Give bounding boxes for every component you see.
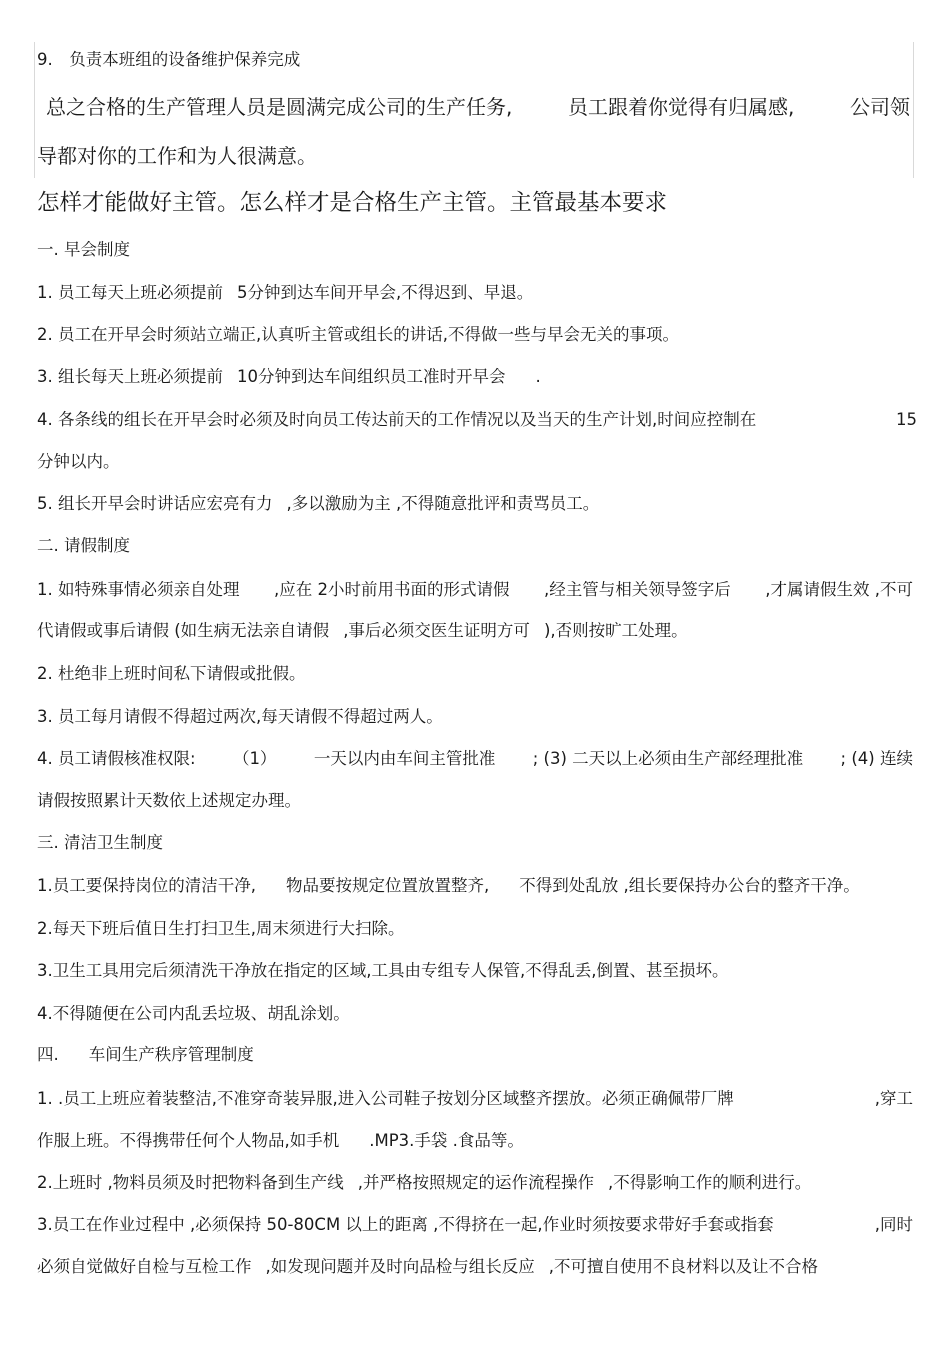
rule-4-1-cont-b: .MP3.手袋 .食品等。	[369, 1131, 524, 1150]
rule-1-4-a: 4. 各条线的组长在开早会时必须及时向员工传达前天的工作情况以及当天的生产计划,时间应控制在	[37, 410, 757, 429]
rule-2-3: 3. 员工每月请假不得超过两次,每天请假不得超过两人。	[37, 707, 443, 726]
rule-2-1-cont-a: 代请假或事后请假 (如生病无法亲自请假	[37, 621, 330, 640]
section-4-number: 四.	[37, 1045, 59, 1064]
rule-3-2: 2.每天下班后值日生打扫卫生,周末须进行大扫除。	[37, 919, 405, 938]
table-border-right	[913, 42, 914, 178]
summary-text-a: 总之合格的生产管理人员是圆满完成公司的生产任务,	[46, 95, 513, 119]
rule-4-1-cont	[37, 1131, 524, 1151]
rule-1-3-b: 10分钟到达车间组织员工准时开早会	[237, 367, 506, 386]
section-4-name: 车间生产秩序管理制度	[88, 1045, 254, 1064]
rule-4-3-cont-c: ,不可擅自使用不良材料以及让不合格	[548, 1257, 818, 1276]
rule-4-2	[37, 1173, 811, 1193]
section-2-title: 二. 请假制度	[37, 536, 130, 555]
summary-text-c: 公司领	[850, 95, 910, 119]
section-3-title: 三. 清洁卫生制度	[37, 833, 163, 852]
rule-4-1-b: ,穿工	[874, 1089, 913, 1108]
rule-2-1-d: ,才属请假生效 ,不可	[765, 580, 913, 599]
rule-1-5-b: ,多以激励为主 ,不得随意批评和责骂员工。	[286, 494, 600, 513]
rule-3-1-b: 物品要按规定位置放置整齐,	[286, 876, 490, 895]
table-border-left	[34, 42, 35, 178]
rule-3-1-a: 1.员工要保持岗位的清洁干净,	[37, 876, 256, 895]
rule-1-1	[37, 283, 533, 303]
rule-4-3-cont-b: ,如发现问题并及时向品检与组长反应	[265, 1257, 535, 1276]
rule-2-1-c: ,经主管与相关领导签字后	[544, 580, 731, 599]
rule-3-1	[37, 876, 860, 896]
rule-2-4-a: 4. 员工请假核准权限:	[37, 749, 196, 768]
rule-2-4-e: ; (4) 连续	[840, 749, 913, 768]
rule-1-5-a: 5. 组长开早会时讲话应宏亮有力	[37, 494, 273, 513]
rule-1-4-cont: 分钟以内。	[37, 452, 120, 471]
rule-1-1-b: 5分钟到达车间开早会,不得迟到、早退。	[237, 283, 534, 302]
rule-1-4	[37, 410, 756, 430]
rule-2-1-cont-b: ,事后必须交医生证明方可	[343, 621, 530, 640]
summary-line-2: 导都对你的工作和为人很满意。	[37, 144, 317, 168]
rule-4-1	[37, 1089, 913, 1109]
rule-3-4: 4.不得随便在公司内乱丢垃圾、胡乱涂划。	[37, 1004, 350, 1023]
rule-4-2-b: ,并严格按照规定的运作流程操作	[357, 1173, 594, 1192]
rule-3-3: 3.卫生工具用完后须清洗干净放在指定的区域,工具由专组专人保管,不得乱丢,倒置、甚至损坏。	[37, 961, 729, 980]
rule-1-3-c: .	[535, 367, 541, 386]
rule-2-1-cont-c: ),否则按旷工处理。	[543, 621, 688, 640]
rule-2-4-cont: 请假按照累计天数依上述规定办理。	[37, 791, 301, 810]
rule-1-4-number: 15	[896, 410, 917, 429]
rule-2-1-cont	[37, 621, 688, 641]
rule-1-1-a: 1. 员工每天上班必须提前	[37, 283, 223, 302]
rule-4-3-a: 3.员工在作业过程中 ,必须保持 50-80CM 以上的距离 ,不得挤在一起,作业时须按要求带好手套或指套	[37, 1215, 774, 1234]
rule-2-1-b: ,应在 2小时前用书面的形式请假	[274, 580, 510, 599]
summary-text-b: 员工跟着你觉得有归属感,	[568, 95, 795, 119]
rule-4-2-a: 2.上班时 ,物料员须及时把物料备到生产线	[37, 1173, 344, 1192]
rule-4-1-cont-a: 作服上班。不得携带任何个人物品,如手机	[37, 1131, 340, 1150]
rule-4-3	[37, 1215, 913, 1235]
rule-2-2: 2. 杜绝非上班时间私下请假或批假。	[37, 664, 306, 683]
rule-1-5	[37, 494, 599, 514]
rule-2-1-a: 1. 如特殊事情必须亲自处理	[37, 580, 240, 599]
section-1-title: 一. 早会制度	[37, 240, 130, 259]
section-heading: 怎样才能做好主管。怎么样才是合格生产主管。主管最基本要求	[37, 190, 668, 216]
rule-2-1	[37, 580, 913, 600]
rule-3-1-c: 不得到处乱放 ,组长要保持办公台的整齐干净。	[519, 876, 860, 895]
rule-1-2: 2. 员工在开早会时须站立端正,认真听主管或组长的讲话,不得做一些与早会无关的事项。	[37, 325, 679, 344]
rule-2-4-d: ; (3) 二天以上必须由生产部经理批准	[532, 749, 804, 768]
section-4-title	[37, 1045, 254, 1065]
rule-4-1-a: 1. .员工上班应着装整洁,不准穿奇装异服,进入公司鞋子按划分区域整齐摆放。必须正确佩带厂牌	[37, 1089, 734, 1108]
summary-line-1	[46, 94, 910, 120]
rule-4-2-c: ,不得影响工作的顺利进行。	[607, 1173, 812, 1192]
rule-2-4-b: （1）	[232, 749, 277, 768]
rule-4-3-cont	[37, 1257, 818, 1277]
rule-4-3-b: ,同时	[874, 1215, 913, 1234]
rule-1-3-a: 3. 组长每天上班必须提前	[37, 367, 223, 386]
rule-1-3	[37, 367, 541, 387]
rule-4-3-cont-a: 必须自觉做好自检与互检工作	[37, 1257, 252, 1276]
rule-2-4	[37, 749, 913, 769]
rule-2-4-c: 一天以内由车间主管批准	[313, 749, 496, 768]
item-9-equipment-maintenance: 9. 负责本班组的设备维护保养完成	[37, 50, 301, 69]
